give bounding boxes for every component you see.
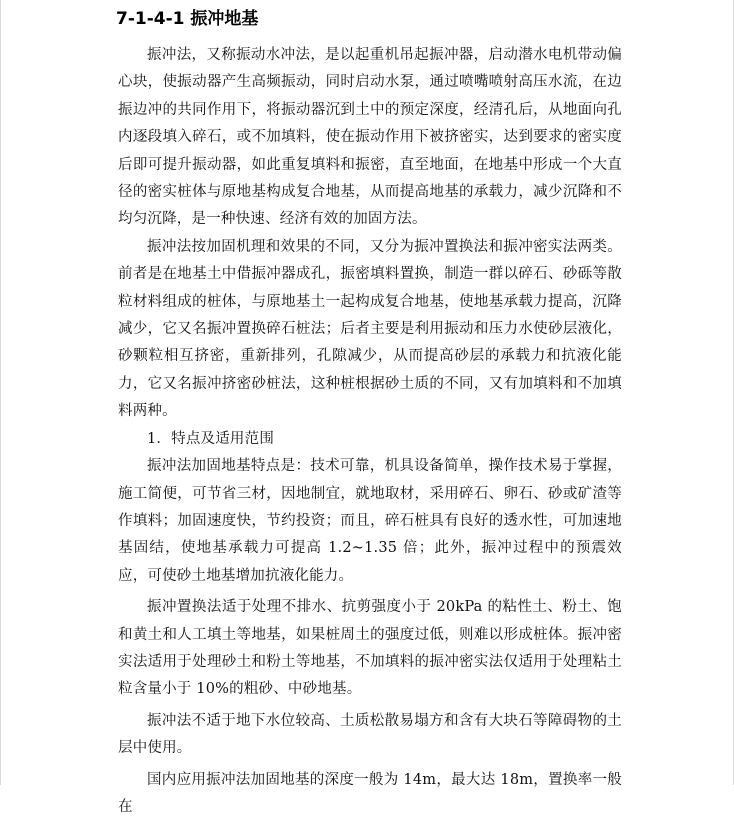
paragraph-classification: 振冲法按加固机理和效果的不同，又分为振冲置换法和振冲密实法两类。前者是在地基土中借振冲器成孔，振密填料置换，制造一群以碎石、砂砾等散粒材料组成的桩体，与原地基土一起构成复合地基，使地基承载力提高，沉降减少，它又名振冲置换碎石桩法；后者主要是利用振动和压力水使砂层液化，砂颗粒相互挤密，重新排列，孔隙减少，从而提高砂层的承载力和抗液化能力，它又名振冲挤密砂桩法，这种桩根据砂土质的不同，又有加填料和不加填料两种。 xyxy=(118,238,622,420)
paragraph-definition: 振冲法，又称振动水冲法，是以起重机吊起振冲器，启动潜水电机带动偏心块，使振动器产生高频振动，同时启动水泵，通过喷嘴喷射高压水流，在边振边冲的共同作用下，将振动器沉到土中的预定深度，经清孔后，从地面向孔内逐段填入碎石，或不加填料，使在振动作用下被挤密实，达到要求的密实度后即可提升振动器，如此重复填料和振密，直至地面，在地基中形成一个大直径的密实桩体与原地基构成复合地基，从而提高地基的承载力，减少沉降和不均匀沉降，是一种快速、经济有效的加固方法。 xyxy=(118,47,622,228)
paragraph-limitations: 振冲法不适于地下水位较高、土质松散易塌方和含有大块石等障碍物的土层中使用。 xyxy=(118,712,622,757)
page-left-border xyxy=(0,0,1,785)
paragraph-features: 振冲法加固地基特点是：技术可靠，机具设备简单，操作技术易于掌握，施工简便，可节省三材，因地制宜，就地取材，采用碎石、卵石、砂或矿渣等作填料；加固速度快，节约投资；而且，碎石桩具有良好的透水性，可加速地基固结，使地基承载力可提高 1.2~1.35 倍；此外，振冲过程中的预震效应，可使砂土地基增加抗液化能力。 xyxy=(118,458,622,584)
document-page xyxy=(118,6,622,821)
subsection-title: 1．特点及适用范围 xyxy=(147,430,275,447)
section-heading: 7-1-4-1 振冲地基 xyxy=(116,9,259,29)
paragraph-applicability: 振冲置换法适于处理不排水、抗剪强度小于 20kPa 的粘性土、粉土、饱和黄土和人工填土等地基，如果桩周土的强度过低，则难以形成桩体。振冲密实法适用于处理砂土和粉土等地基，不加填料的振冲密实法仅适用于处理粘土粒含量小于 10%的粗砂、中砂地基。 xyxy=(118,599,622,698)
paragraph-depth: 国内应用振冲法加固地基的深度一般为 14m，最大达 18m，置换率一般在 xyxy=(118,771,622,815)
